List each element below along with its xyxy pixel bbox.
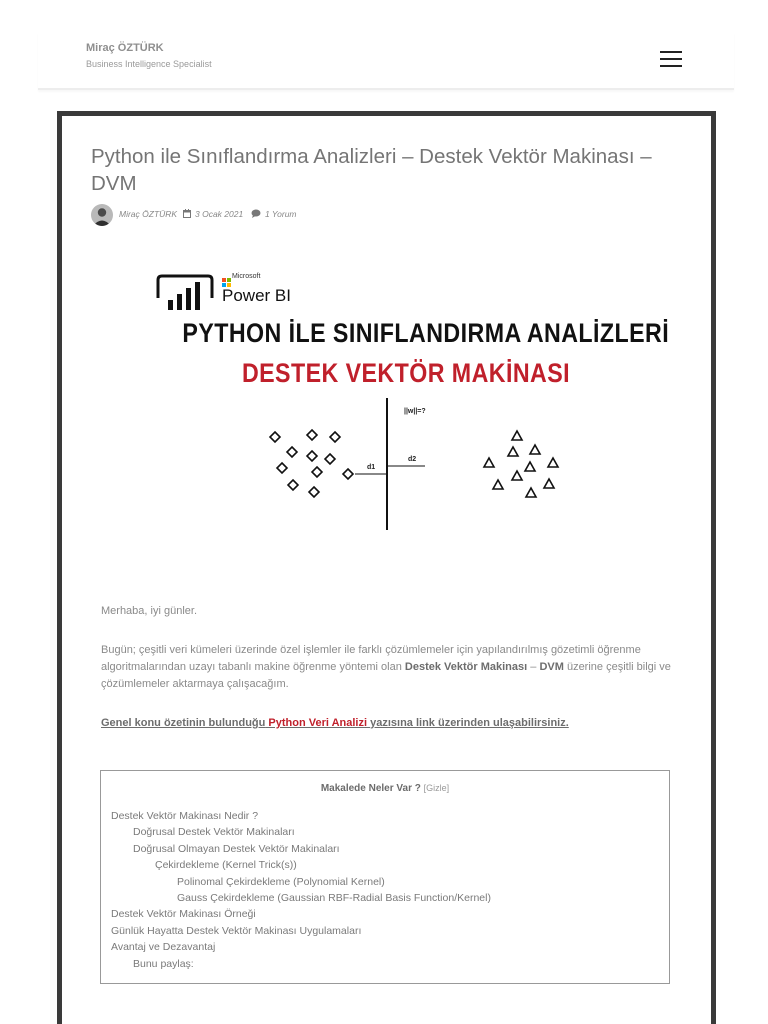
toc-item[interactable]: Destek Vektör Makinası Nedir ? xyxy=(111,810,259,822)
greeting-paragraph: Merhaba, iyi günler. xyxy=(101,605,197,617)
post-author-link[interactable]: Miraç ÖZTÜRK xyxy=(119,209,178,219)
toc-title: Makalede Neler Var ? xyxy=(320,783,421,794)
comment-icon xyxy=(251,209,261,220)
diamond-point xyxy=(309,487,319,497)
summary-link-line xyxy=(101,717,569,729)
intro-paragraph xyxy=(101,642,673,693)
site-description: Business Intelligence Specialist xyxy=(86,59,212,69)
post-title: Python ile Sınıflandırma Analizleri – Destek Vektör Makinası – DVM xyxy=(91,145,652,195)
microsoft-label: Microsoft xyxy=(232,273,261,280)
triangle-point xyxy=(548,458,558,467)
table-of-contents xyxy=(100,770,670,984)
toc-item[interactable]: Destek Vektör Makinası Örneği xyxy=(111,908,256,921)
author-avatar[interactable] xyxy=(91,204,113,226)
summary-link-prefix: Genel konu özetinin bulunduğu xyxy=(101,717,266,729)
d2-label: d2 xyxy=(408,456,417,463)
toc-item[interactable]: Polinomal Çekirdekleme (Polynomial Kernel) xyxy=(177,875,385,888)
toc-toggle-link[interactable]: [Gizle] xyxy=(423,783,450,793)
site-title[interactable]: Miraç ÖZTÜRK xyxy=(86,42,164,54)
triangle-point xyxy=(512,431,522,440)
post-comments-link[interactable]: 1 Yorum xyxy=(265,209,297,219)
site-header xyxy=(38,32,734,90)
d1-label: d1 xyxy=(367,464,376,471)
toc-item[interactable]: Çekirdekleme (Kernel Trick(s)) xyxy=(155,859,297,872)
norm-label: ||w||=? xyxy=(404,408,426,415)
power-bi-icon xyxy=(152,272,218,319)
class-b-points xyxy=(484,431,558,497)
triangle-point xyxy=(493,480,503,489)
toc-item[interactable]: Gauss Çekirdekleme (Gaussian RBF-Radial Basis Function/Kernel) xyxy=(177,892,491,904)
triangle-point xyxy=(526,488,536,497)
triangle-point xyxy=(525,462,535,471)
diamond-point xyxy=(288,480,298,490)
triangle-point xyxy=(484,458,494,467)
intro-bold-abbr: DVM xyxy=(539,661,564,673)
menu-toggle-button[interactable] xyxy=(658,49,684,69)
diamond-point xyxy=(270,432,280,442)
diamond-point xyxy=(307,430,317,440)
triangle-point xyxy=(512,471,522,480)
post-date-link[interactable]: 3 Ocak 2021 xyxy=(195,209,244,219)
hero-title-line1: PYTHON İLE SINIFLANDIRMA ANALİZLERİ xyxy=(182,318,670,348)
toc-item[interactable]: Bunu paylaş: xyxy=(133,957,194,970)
intro-text-end: üzerine çeşitli bilgi ve çözümlemeler aktarmaya çalışacağım. xyxy=(101,661,671,690)
hamburger-line xyxy=(660,58,682,60)
hamburger-line xyxy=(660,51,682,53)
svm-diagram xyxy=(146,268,670,538)
triangle-point xyxy=(544,479,554,488)
calendar-icon xyxy=(183,209,191,220)
hero-title-line2: DESTEK VEKTÖR MAKİNASI xyxy=(241,358,571,388)
intro-dash: – xyxy=(527,661,540,673)
diamond-point xyxy=(307,451,317,461)
power-bi-label: Power BI xyxy=(222,286,291,305)
toc-header xyxy=(101,783,669,794)
hamburger-line xyxy=(660,65,682,67)
toc-item[interactable]: Günlük Hayatta Destek Vektör Makinası Uygulamaları xyxy=(111,924,362,937)
class-a-points xyxy=(270,430,353,497)
featured-image xyxy=(146,268,670,538)
diamond-point xyxy=(277,463,287,473)
triangle-point xyxy=(530,445,540,454)
summary-link-suffix: yazısına link üzerinden ulaşabilirsiniz. xyxy=(370,717,569,729)
toc-item[interactable]: Avantaj ve Dezavantaj xyxy=(111,941,216,954)
triangle-point xyxy=(508,447,518,456)
diamond-point xyxy=(312,467,322,477)
diamond-point xyxy=(325,454,335,464)
intro-text: Bugün; çeşitli veri kümeleri üzerinde özel işlemler ile farklı çözümlemeler için yapılandırılmış gözetimli öğrenme algoritmalarından uzayı tabanlı makine öğrenme yöntemi olan xyxy=(101,644,641,673)
python-veri-analizi-link[interactable]: Python Veri Analizi xyxy=(265,717,371,729)
post-card xyxy=(57,111,716,1024)
diamond-point xyxy=(287,447,297,457)
intro-bold-term: Destek Vektör Makinası xyxy=(404,661,528,673)
toc-item[interactable]: Doğrusal Olmayan Destek Vektör Makinaları xyxy=(133,842,340,855)
toc-item[interactable]: Doğrusal Destek Vektör Makinaları xyxy=(133,826,295,839)
diamond-point xyxy=(343,469,353,479)
diamond-point xyxy=(330,432,340,442)
